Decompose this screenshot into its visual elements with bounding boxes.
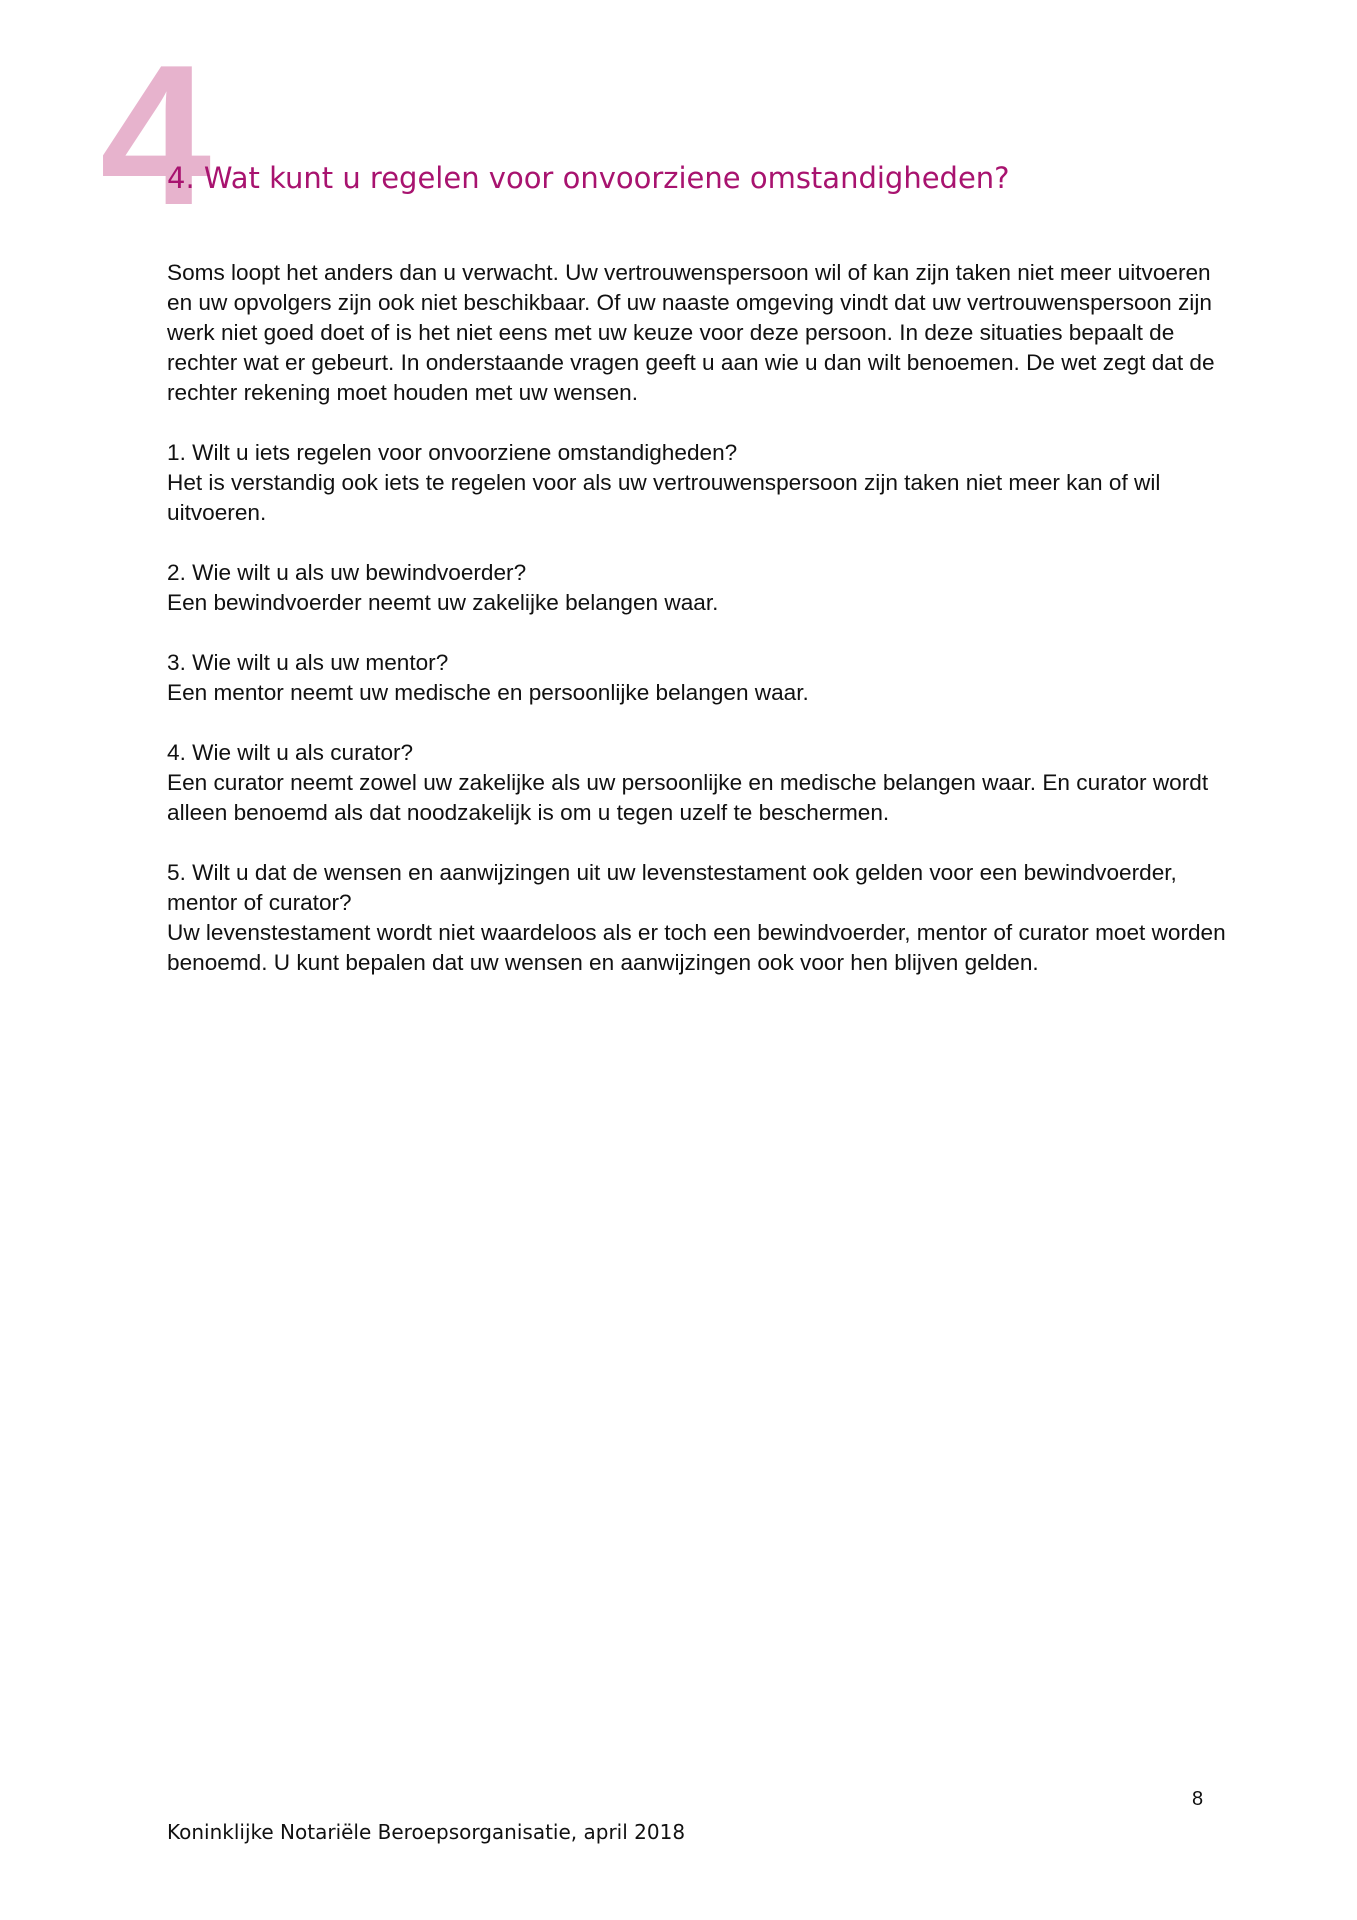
answer-text: Een curator neemt zowel uw zakelijke als uw persoonlijke en medische belangen waar. En curator wordt alleen benoemd als dat noodzakelijk is om u tegen uzelf te beschermen.: [167, 770, 1209, 825]
question-text: 1. Wilt u iets regelen voor onvoorziene omstandigheden?: [167, 440, 738, 465]
answer-text: Een bewindvoerder neemt uw zakelijke belangen waar.: [167, 590, 719, 615]
page-number: 8: [1192, 1788, 1204, 1810]
question-block-4: [167, 738, 1227, 828]
intro-paragraph: Soms loopt het anders dan u verwacht. Uw vertrouwenspersoon wil of kan zijn taken niet meer uitvoeren en uw opvolgers zijn ook niet beschikbaar. Of uw naaste omgeving vindt dat uw vertrouwenspersoon zijn werk niet goed doet of is het niet eens met uw keuze voor deze persoon. In deze situaties bepaalt de rechter wat er gebeurt. In onderstaande vragen geeft u aan wie u dan wilt benoemen. De wet zegt dat de rechter rekening moet houden met uw wensen.: [167, 260, 1215, 405]
chapter-title: 4. Wat kunt u regelen voor onvoorziene omstandigheden?: [167, 161, 1010, 195]
question-block-3: [167, 648, 1227, 708]
question-block-2: [167, 558, 1227, 618]
answer-text: Een mentor neemt uw medische en persoonlijke belangen waar.: [167, 680, 809, 705]
footer-text: Koninklijke Notariële Beroepsorganisatie, april 2018: [167, 1820, 686, 1844]
answer-text: Uw levenstestament wordt niet waardeloos als er toch een bewindvoerder, mentor of curator moet worden benoemd. U kunt bepalen dat uw wensen en aanwijzingen ook voor hen blijven gelden.: [167, 920, 1226, 975]
question-text: 3. Wie wilt u als uw mentor?: [167, 650, 449, 675]
question-text: 2. Wie wilt u als uw bewindvoerder?: [167, 560, 527, 585]
answer-text: Het is verstandig ook iets te regelen voor als uw vertrouwenspersoon zijn taken niet meer kan of wil uitvoeren.: [167, 470, 1161, 525]
question-text: 4. Wie wilt u als curator?: [167, 740, 414, 765]
question-block-1: [167, 438, 1227, 528]
question-block-5: [167, 858, 1227, 978]
question-text: 5. Wilt u dat de wensen en aanwijzingen uit uw levenstestament ook gelden voor een bewindvoerder, mentor of curator?: [167, 860, 1177, 915]
document-body: [167, 258, 1227, 1008]
chapter-numeral: 4: [100, 24, 206, 247]
